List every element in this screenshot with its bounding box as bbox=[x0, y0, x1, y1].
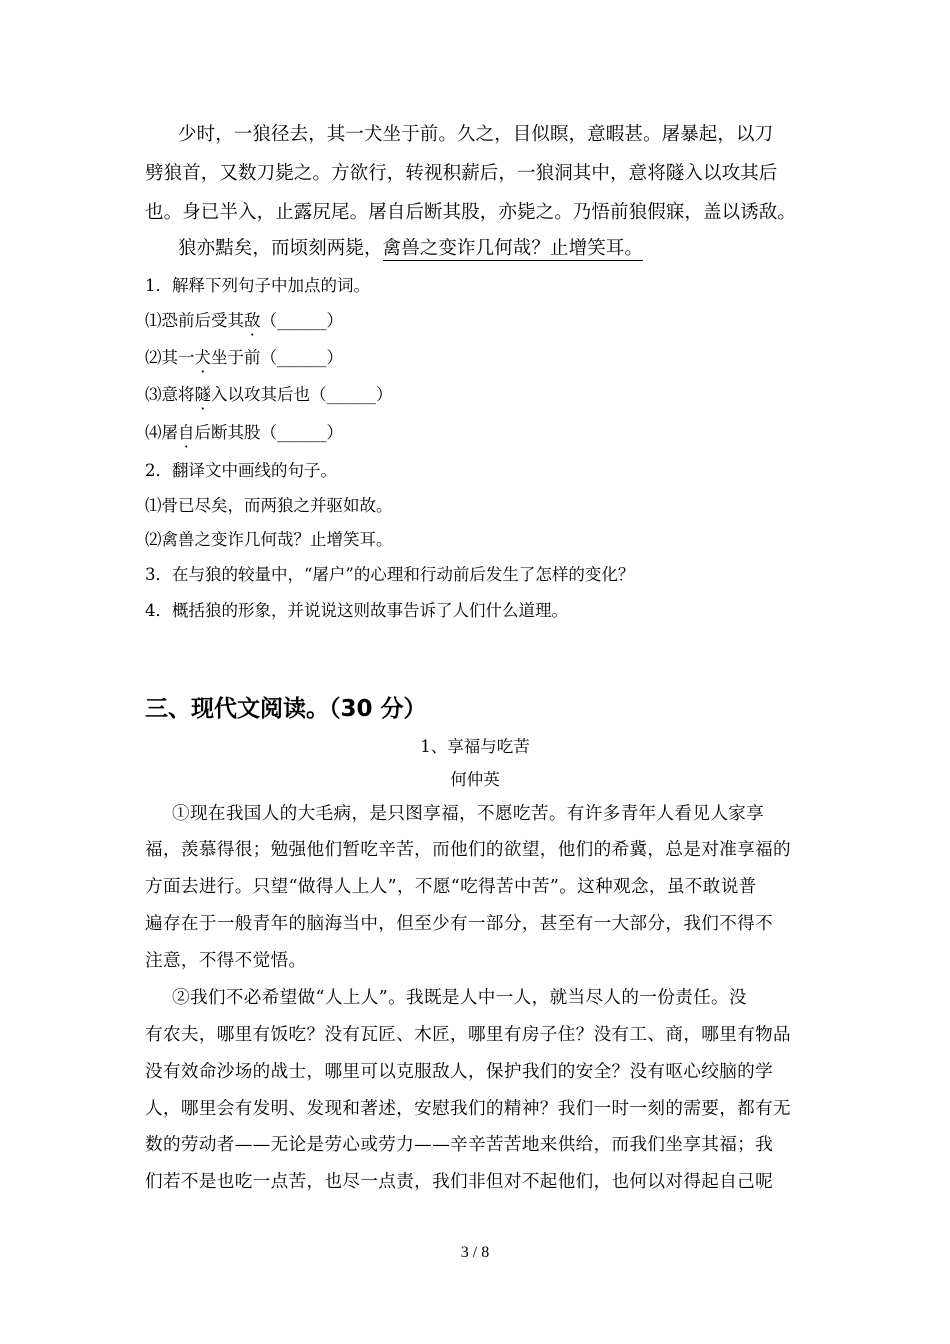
underlined-sentence: 禽兽之变诈几何哉？止增笑耳。 bbox=[382, 238, 644, 259]
q1-3-dotted-word: 隧 bbox=[194, 385, 211, 404]
q1-2-blank: 坐于前（______） bbox=[211, 348, 343, 367]
article-line-9: 人，哪里会有发明、发现和著述，安慰我们的精神？我们一时一刻的需要，都有无 bbox=[145, 1099, 791, 1119]
page-number: 3 / 8 bbox=[460, 1244, 490, 1261]
question-4: 4．概括狼的形象，并说说这则故事告诉了人们什么道理。 bbox=[145, 601, 568, 620]
question-2-1: ⑴骨已尽矣，而两狼之并驱如故。 bbox=[145, 496, 393, 515]
q1-2-dotted-word: 犬 bbox=[194, 348, 211, 367]
passage-line-3: 也。身已半入，止露尻尾。屠自后断其股，亦毙之。乃悟前狼假寐，盖以诱敌。 bbox=[145, 202, 797, 223]
article-line-2: 福，羡慕得很；勉强他们暂吃辛苦，而他们的欲望，他们的希冀，总是对准享福的 bbox=[145, 840, 791, 860]
passage-line-4-plain: 狼亦黠矣，而顷刻两毙， bbox=[178, 238, 383, 259]
question-1-1 bbox=[145, 307, 343, 331]
question-3: 3．在与狼的较量中，“屠户”的心理和行动前后发生了怎样的变化？ bbox=[145, 565, 635, 584]
article-line-11: 们若不是也吃一点苦，也尽一点责，我们非但对不起他们，也何以对得起自己呢 bbox=[145, 1172, 774, 1192]
article-line-7: 有农夫，哪里有饭吃？没有瓦匠、木匠，哪里有房子住？没有工、商，哪里有物品 bbox=[145, 1025, 791, 1045]
article-line-1: ①现在我国人的大毛病，是只图享福，不愿吃苦。有许多青年人看见人家享 bbox=[172, 804, 765, 824]
q1-1-text: ⑴恐前后受其 bbox=[145, 311, 244, 330]
question-1-2 bbox=[145, 344, 343, 368]
q1-4-blank: 后断其股（______） bbox=[194, 423, 343, 442]
q1-4-dotted-word: 自 bbox=[178, 423, 195, 442]
passage-line-4 bbox=[178, 234, 643, 260]
article-author: 何仲英 bbox=[450, 770, 500, 789]
question-1-4 bbox=[145, 419, 343, 443]
q1-1-blank: （______） bbox=[260, 311, 343, 330]
q1-2-text: ⑵其一 bbox=[145, 348, 195, 367]
question-2-2: ⑵禽兽之变诈几何哉？止增笑耳。 bbox=[145, 530, 393, 549]
article-line-3: 方面去进行。只望“做得人上人”，不愿“吃得苦中苦”。这种观念，虽不敢说普 bbox=[145, 877, 757, 897]
article-line-6: ②我们不必希望做“人上人”。我既是人中一人，就当尽人的一份责任。没 bbox=[172, 988, 747, 1008]
article-title: 1、享福与吃苦 bbox=[420, 737, 530, 756]
question-1: 1．解释下列句子中加点的词。 bbox=[145, 276, 370, 295]
question-2: 2．翻译文中画线的句子。 bbox=[145, 461, 337, 480]
q1-3-text: ⑶意将 bbox=[145, 385, 195, 404]
q1-4-text: ⑷屠 bbox=[145, 423, 178, 442]
passage-line-1: 少时，一狼径去，其一犬坐于前。久之，目似瞑，意暇甚。屠暴起，以刀 bbox=[178, 124, 774, 145]
passage-line-2: 劈狼首，又数刀毙之。方欲行，转视积薪后，一狼洞其中，意将隧入以攻其后 bbox=[145, 163, 778, 184]
q1-1-dotted-word: 敌 bbox=[244, 311, 261, 330]
article-line-8: 没有效命沙场的战士，哪里可以克服敌人，保护我们的安全？没有呕心绞脑的学 bbox=[145, 1062, 774, 1082]
article-line-4: 遍存在于一般青年的脑海当中，但至少有一部分，甚至有一大部分，我们不得不 bbox=[145, 914, 774, 934]
article-line-10: 数的劳动者——无论是劳心或劳力——辛辛苦苦地来供给，而我们坐享其福；我 bbox=[145, 1135, 774, 1155]
article-line-5: 注意，不得不觉悟。 bbox=[145, 951, 307, 971]
q1-3-blank: 入以攻其后也（______） bbox=[211, 385, 393, 404]
section-3-heading: 三、现代文阅读。（30 分） bbox=[145, 696, 427, 722]
question-1-3 bbox=[145, 381, 393, 405]
